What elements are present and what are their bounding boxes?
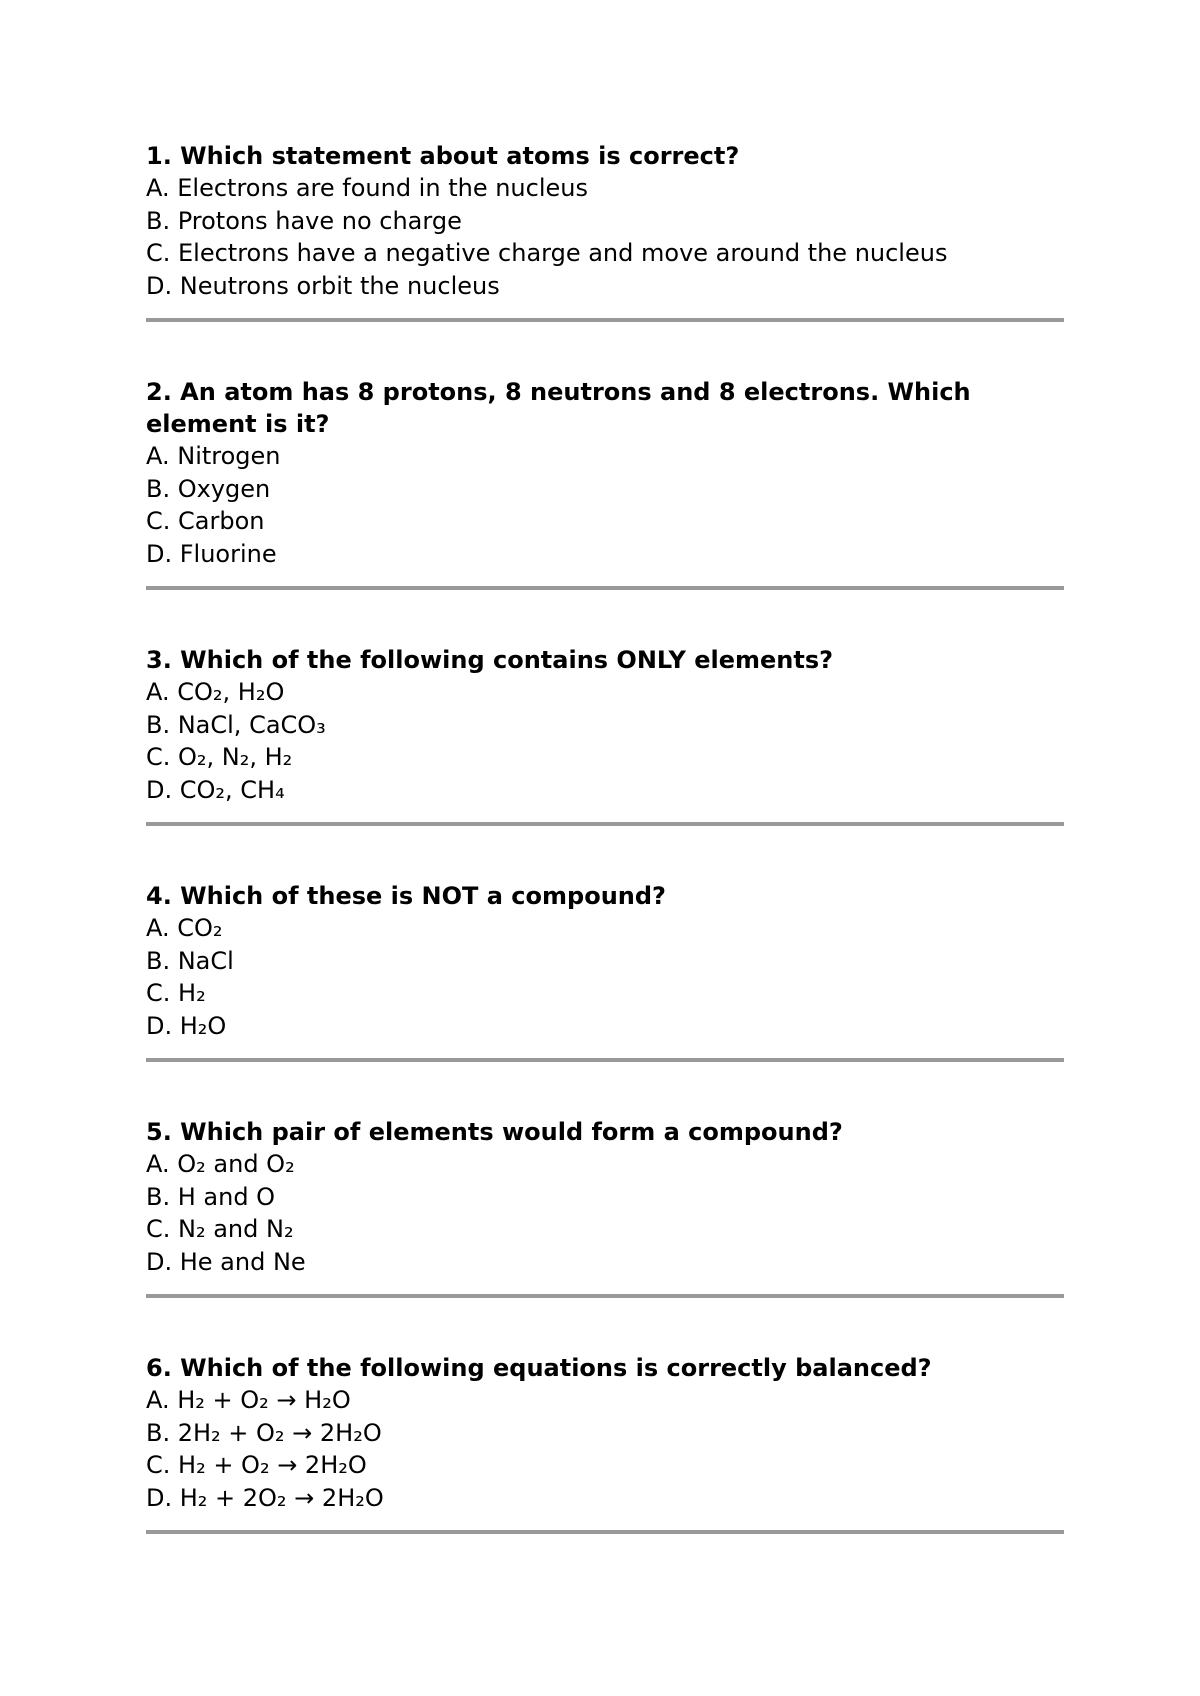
option-d: D. CO₂, CH₄	[146, 775, 285, 804]
option-a: A. H₂ + O₂ → H₂O	[146, 1386, 351, 1414]
option-d: D. Fluorine	[146, 539, 277, 568]
question-5	[146, 1116, 1064, 1298]
option-c: C. N₂ and N₂	[146, 1215, 294, 1243]
question-title: 3. Which of the following contains ONLY elements?	[146, 646, 834, 674]
option-b: B. NaCl, CaCO₃	[146, 710, 326, 739]
question-6	[146, 1352, 1064, 1534]
divider	[146, 586, 1064, 590]
option-a: A. CO₂	[146, 914, 223, 942]
option-c: C. O₂, N₂, H₂	[146, 743, 293, 771]
option-d: D. He and Ne	[146, 1247, 306, 1276]
option-list	[146, 676, 1064, 806]
option-d: D. H₂O	[146, 1011, 227, 1040]
option-list	[146, 1384, 1064, 1514]
question-1	[146, 140, 1064, 322]
option-list	[146, 172, 1064, 302]
question-3	[146, 644, 1064, 826]
question-title: 2. An atom has 8 protons, 8 neutrons and 8 electrons. Which element is it?	[146, 378, 971, 438]
option-b: B. H and O	[146, 1182, 276, 1211]
option-b: B. Oxygen	[146, 474, 271, 503]
quiz-page	[146, 140, 1064, 1534]
option-list	[146, 912, 1064, 1042]
question-title: 1. Which statement about atoms is correct?	[146, 142, 740, 170]
option-a: A. CO₂, H₂O	[146, 678, 285, 706]
option-list	[146, 440, 1064, 570]
divider	[146, 1294, 1064, 1298]
option-a: A. Nitrogen	[146, 442, 281, 470]
option-a: A. Electrons are found in the nucleus	[146, 174, 588, 202]
question-title: 4. Which of these is NOT a compound?	[146, 882, 666, 910]
question-4	[146, 880, 1064, 1062]
divider	[146, 822, 1064, 826]
option-b: B. Protons have no charge	[146, 206, 462, 235]
option-list	[146, 1148, 1064, 1278]
option-b: B. NaCl	[146, 946, 234, 975]
option-b: B. 2H₂ + O₂ → 2H₂O	[146, 1418, 382, 1447]
question-title: 5. Which pair of elements would form a compound?	[146, 1118, 843, 1146]
divider	[146, 318, 1064, 322]
option-c: C. H₂ + O₂ → 2H₂O	[146, 1451, 367, 1479]
option-c: C. Carbon	[146, 507, 265, 535]
question-2	[146, 376, 1064, 590]
question-title: 6. Which of the following equations is correctly balanced?	[146, 1354, 932, 1382]
option-c: C. H₂	[146, 979, 206, 1007]
divider	[146, 1058, 1064, 1062]
option-d: D. Neutrons orbit the nucleus	[146, 271, 500, 300]
option-c: C. Electrons have a negative charge and move around the nucleus	[146, 239, 948, 267]
option-a: A. O₂ and O₂	[146, 1150, 295, 1178]
option-d: D. H₂ + 2O₂ → 2H₂O	[146, 1483, 384, 1512]
divider	[146, 1530, 1064, 1534]
